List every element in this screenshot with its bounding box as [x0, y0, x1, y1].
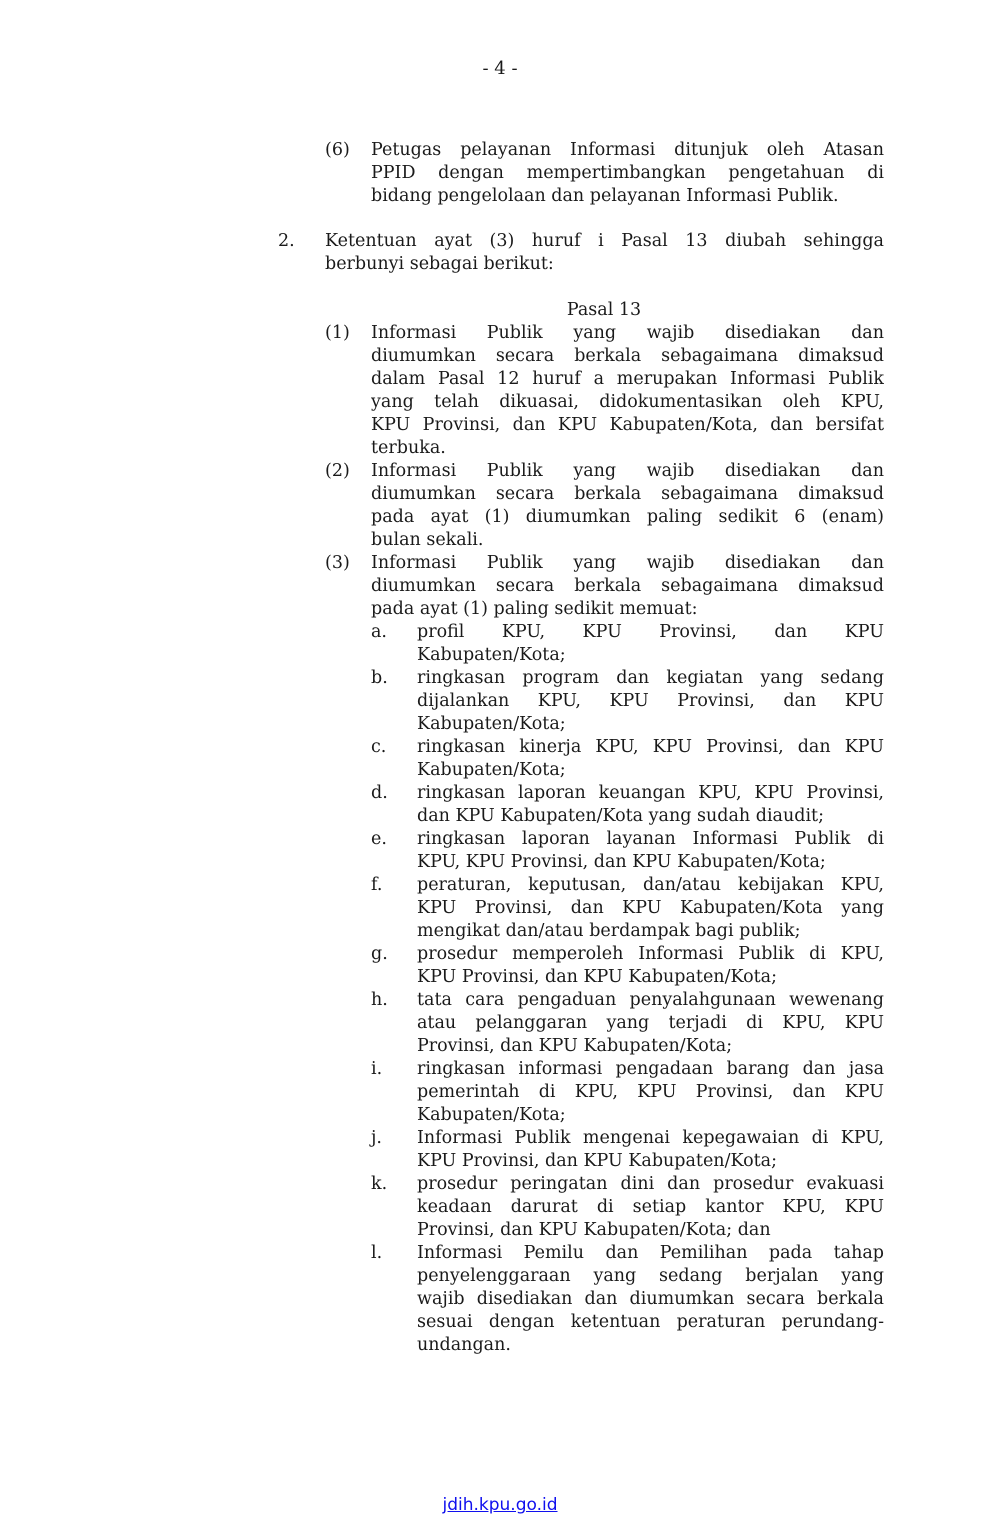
text-line: ringkasan informasi pengadaan barang dan jasa	[417, 1059, 884, 1079]
item-label: (1)	[325, 323, 350, 343]
item-label: d.	[371, 783, 388, 803]
text-line: bulan sekali.	[371, 530, 484, 550]
text-line: Ketentuan ayat (3) huruf i Pasal 13 diubah sehingga	[325, 231, 884, 251]
item-label: f.	[371, 875, 383, 895]
text-line: Kabupaten/Kota;	[417, 714, 566, 734]
text-line: peraturan, keputusan, dan/atau kebijakan KPU,	[417, 875, 884, 895]
page-number: - 4 -	[482, 58, 518, 79]
text-line: penyelenggaraan yang sedang berjalan yang	[417, 1266, 884, 1286]
text-line: KPU Provinsi, dan KPU Kabupaten/Kota;	[417, 1151, 777, 1171]
item-label: (3)	[325, 553, 350, 573]
item-label: j.	[371, 1128, 382, 1148]
text-line: undangan.	[417, 1335, 511, 1355]
text-line: Informasi Publik yang wajib disediakan dan	[371, 461, 884, 481]
text-line: prosedur peringatan dini dan prosedur evakuasi	[417, 1174, 884, 1194]
text-line: Petugas pelayanan Informasi ditunjuk oleh Atasan	[371, 140, 884, 160]
footer-link[interactable]: jdih.kpu.go.id	[442, 1495, 558, 1515]
text-line: terbuka.	[371, 438, 446, 458]
text-line: Informasi Publik yang wajib disediakan dan	[371, 323, 884, 343]
text-line: profil KPU, KPU Provinsi, dan KPU	[417, 622, 884, 642]
text-line: prosedur memperoleh Informasi Publik di KPU,	[417, 944, 884, 964]
text-line: pemerintah di KPU, KPU Provinsi, dan KPU	[417, 1082, 884, 1102]
item-label: i.	[371, 1059, 383, 1079]
text-line: diumumkan secara berkala sebagaimana dimaksud	[371, 346, 884, 366]
item-label: g.	[371, 944, 388, 964]
text-line: keadaan darurat di setiap kantor KPU, KPU	[417, 1197, 884, 1217]
text-line: Kabupaten/Kota;	[417, 760, 566, 780]
text-line: yang telah dikuasai, didokumentasikan oleh KPU,	[371, 392, 884, 412]
item-label: c.	[371, 737, 387, 757]
text-line: mengikat dan/atau berdampak bagi publik;	[417, 921, 801, 941]
text-line: ringkasan laporan keuangan KPU, KPU Provinsi,	[417, 783, 884, 803]
item-label: 2.	[278, 231, 295, 251]
text-line: Informasi Publik yang wajib disediakan dan	[371, 553, 884, 573]
text-line: pada ayat (1) diumumkan paling sedikit 6 (enam)	[371, 507, 884, 527]
item-label: a.	[371, 622, 387, 642]
article-heading: Pasal 13	[566, 300, 642, 320]
text-line: Kabupaten/Kota;	[417, 1105, 566, 1125]
text-line: atau pelanggaran yang terjadi di KPU, KPU	[417, 1013, 884, 1033]
item-label: (6)	[325, 140, 350, 160]
text-line: berbunyi sebagai berikut:	[325, 254, 554, 274]
text-line: pada ayat (1) paling sedikit memuat:	[371, 599, 698, 619]
text-line: wajib disediakan dan diumumkan secara berkala	[417, 1289, 884, 1309]
footer	[0, 1495, 1000, 1515]
text-line: KPU Provinsi, dan KPU Kabupaten/Kota yang	[417, 898, 884, 918]
text-line: Kabupaten/Kota;	[417, 645, 566, 665]
item-label: l.	[371, 1243, 383, 1263]
text-line: ringkasan kinerja KPU, KPU Provinsi, dan KPU	[417, 737, 884, 757]
text-line: tata cara pengaduan penyalahgunaan wewenang	[417, 990, 884, 1010]
text-line: diumumkan secara berkala sebagaimana dimaksud	[371, 576, 884, 596]
text-line: sesuai dengan ketentuan peraturan perundang-	[417, 1312, 884, 1332]
item-label: b.	[371, 668, 388, 688]
text-line: PPID dengan mempertimbangkan pengetahuan di	[371, 163, 884, 183]
text-line: KPU Provinsi, dan KPU Kabupaten/Kota;	[417, 967, 777, 987]
text-line: Provinsi, dan KPU Kabupaten/Kota;	[417, 1036, 733, 1056]
text-line: ringkasan laporan layanan Informasi Publik di	[417, 829, 884, 849]
item-label: e.	[371, 829, 387, 849]
text-line: ringkasan program dan kegiatan yang sedang	[417, 668, 884, 688]
text-line: KPU Provinsi, dan KPU Kabupaten/Kota, dan bersifat	[371, 415, 884, 435]
text-line: KPU, KPU Provinsi, dan KPU Kabupaten/Kota;	[417, 852, 826, 872]
text-line: Informasi Publik mengenai kepegawaian di KPU,	[417, 1128, 884, 1148]
text-line: dijalankan KPU, KPU Provinsi, dan KPU	[417, 691, 884, 711]
item-label: h.	[371, 990, 388, 1010]
item-label: (2)	[325, 461, 350, 481]
item-label: k.	[371, 1174, 388, 1194]
text-line: bidang pengelolaan dan pelayanan Informasi Publik.	[371, 186, 839, 206]
text-line: Informasi Pemilu dan Pemilihan pada tahap	[417, 1243, 884, 1263]
text-line: dan KPU Kabupaten/Kota yang sudah diaudit;	[417, 806, 824, 826]
text-line: Provinsi, dan KPU Kabupaten/Kota; dan	[417, 1220, 771, 1240]
text-line: dalam Pasal 12 huruf a merupakan Informasi Publik	[371, 369, 884, 389]
text-line: diumumkan secara berkala sebagaimana dimaksud	[371, 484, 884, 504]
